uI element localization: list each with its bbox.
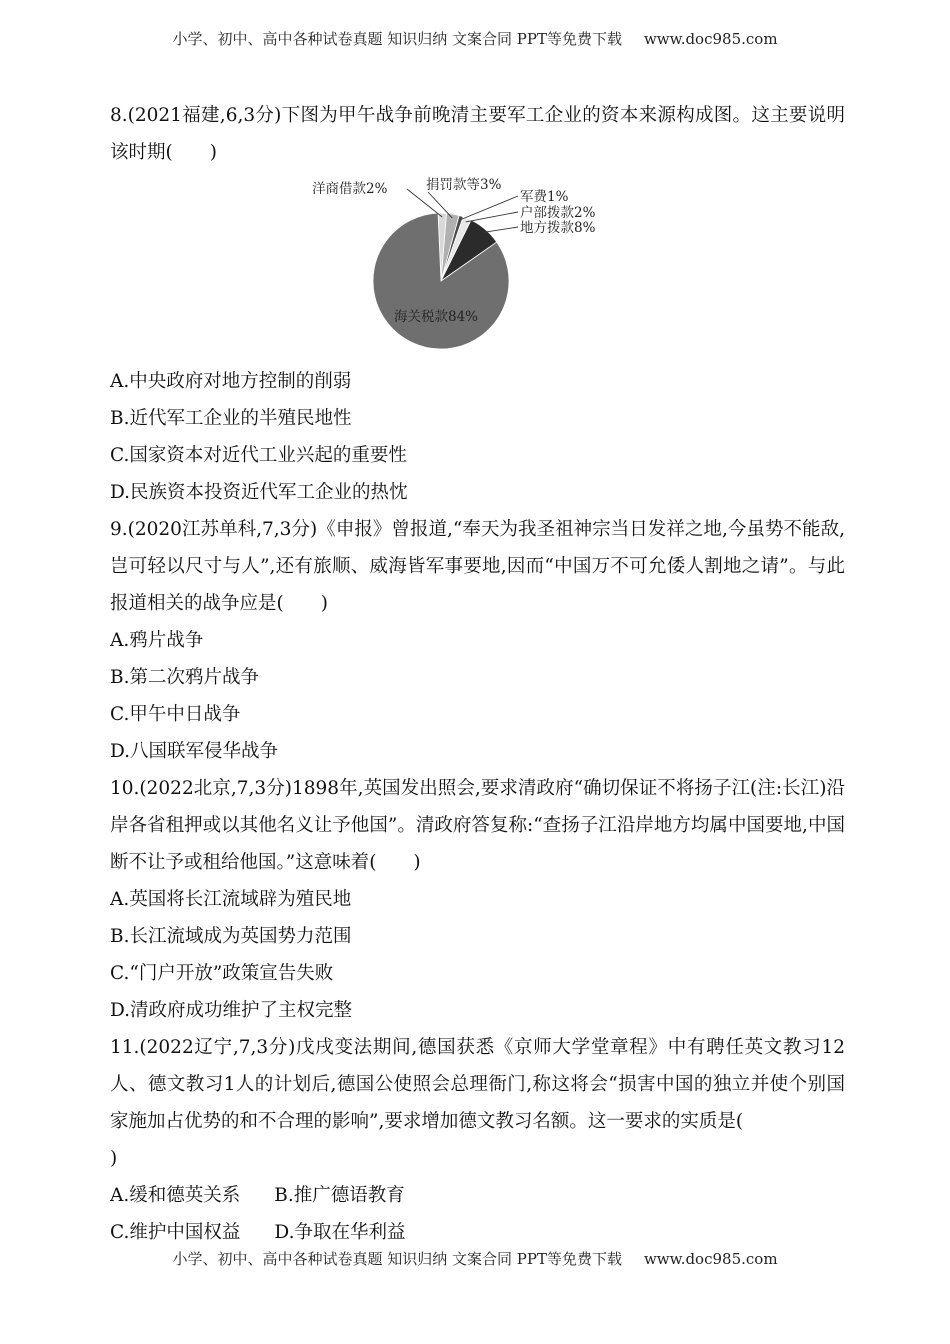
page-header	[0, 28, 950, 49]
question-content	[110, 97, 845, 1251]
question-11-stem: 11.(2022辽宁,7,3分)戊戌变法期间,德国获悉《京师大学堂章程》中有聘任英文教习12人、德文教习1人的计划后,德国公使照会总理衙门,称这将会“损害中国的独立并使个别国家施加占优势的和不合理的影响”,要求增加德文教习名额。这一要求的实质是(	[110, 1037, 845, 1132]
header-text: 小学、初中、高中各种试卷真题 知识归纳 文案合同 PPT等免费下载	[172, 30, 622, 48]
pie-leader-line	[460, 196, 518, 220]
q11-options-row-2	[110, 1214, 845, 1251]
q11-options-row-1	[110, 1177, 845, 1214]
q10-option-b: B.长江流域成为英国势力范围	[110, 926, 352, 947]
pie-slice-label: 洋商借款2%	[312, 181, 388, 197]
q10-option-c: C.“门户开放”政策宣告失败	[110, 963, 334, 984]
pie-leader-line	[466, 212, 518, 222]
pie-slice-label: 户部拨款2%	[520, 205, 596, 221]
q10-option-a: A.英国将长江流域辟为殖民地	[110, 889, 352, 910]
q8-option-a: A.中央政府对地方控制的削弱	[110, 371, 352, 392]
q9-option-c: C.甲午中日战争	[110, 704, 241, 725]
header-url[interactable]: www.doc985.com	[643, 30, 778, 48]
pie-slice-label: 海关税款84%	[394, 309, 479, 325]
q8-option-d: D.民族资本投资近代军工企业的热忱	[110, 482, 408, 503]
q11-option-b: B.推广德语教育	[274, 1185, 405, 1206]
question-8-stem: 8.(2021福建,6,3分)下图为甲午战争前晚清主要军工企业的资本来源构成图。这主要说明该时期( )	[110, 105, 845, 163]
pie-slice-label: 军费1%	[520, 189, 569, 205]
q9-option-b: B.第二次鸦片战争	[110, 667, 259, 688]
capital-source-pie-chart	[110, 171, 845, 363]
q8-option-c: C.国家资本对近代工业兴起的重要性	[110, 445, 407, 466]
page-footer	[0, 1248, 950, 1269]
footer-url[interactable]: www.doc985.com	[643, 1250, 778, 1268]
q11-option-c: C.维护中国权益	[110, 1222, 241, 1243]
pie-slice-label: 捐罚款等3%	[426, 177, 502, 193]
pie-leader-line	[407, 189, 442, 217]
q11-option-d: D.争取在华利益	[274, 1222, 406, 1243]
question-9-stem: 9.(2020江苏单科,7,3分)《申报》曾报道,“奉天为我圣祖神宗当日发祥之地,今虽势不能敌,岂可轻以尺寸与人”,还有旅顺、威海皆军事要地,因而“中国万不可允倭人割地之请”。与此报道相关的战争应是( )	[110, 519, 845, 614]
question-10-stem: 10.(2022北京,7,3分)1898年,英国发出照会,要求清政府“确切保证不将扬子江(注:长江)沿岸各省租押或以其他名义让予他国”。清政府答复称:“查扬子江沿岸地方均属中国要地,中国断不让予或租给他国。”这意味着( )	[110, 778, 845, 873]
pie-chart-svg	[312, 169, 650, 349]
q8-option-b: B.近代军工企业的半殖民地性	[110, 408, 352, 429]
pie-leader-line	[483, 227, 518, 232]
pie-slice-label: 地方拨款8%	[520, 220, 596, 236]
q10-option-d: D.清政府成功维护了主权完整	[110, 1000, 353, 1021]
q11-option-a: A.缓和德英关系	[110, 1185, 241, 1206]
question-11-stem-end: )	[110, 1148, 118, 1169]
q9-option-a: A.鸦片战争	[110, 630, 204, 651]
footer-text: 小学、初中、高中各种试卷真题 知识归纳 文案合同 PPT等免费下载	[172, 1250, 622, 1268]
q9-option-d: D.八国联军侵华战争	[110, 741, 279, 762]
